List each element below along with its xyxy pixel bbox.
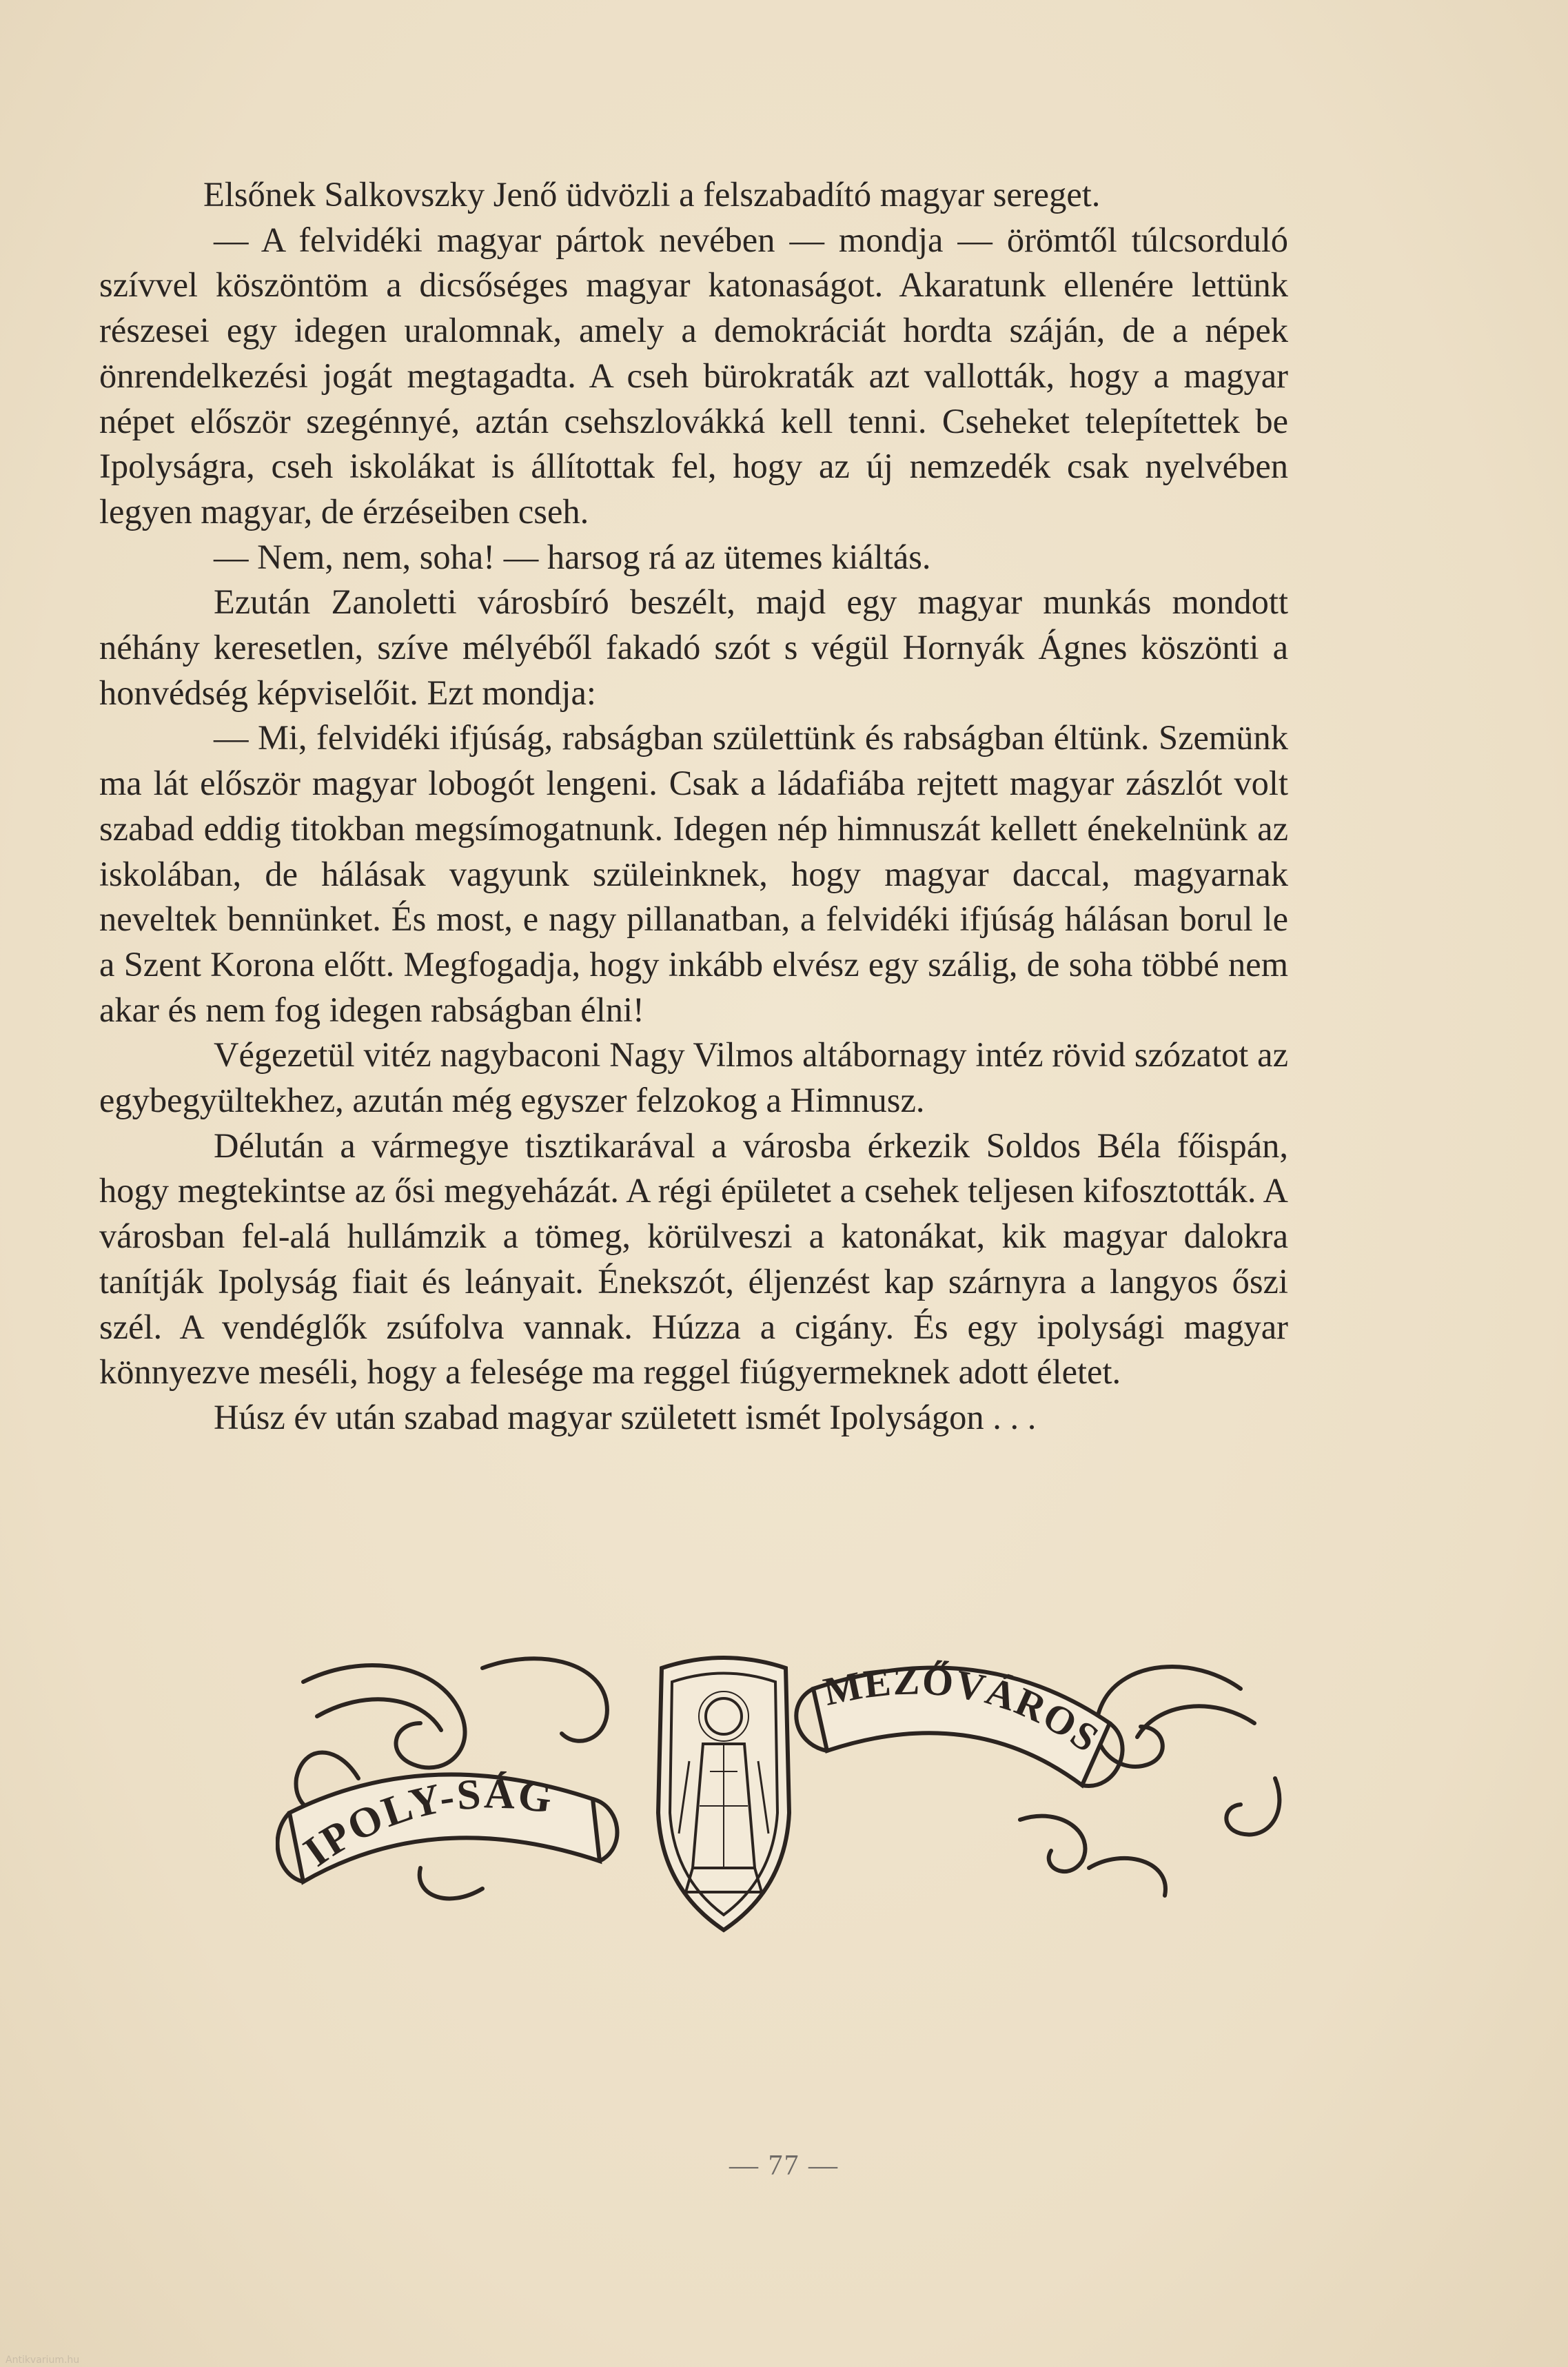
paragraph: Húsz év után szabad magyar született ismét Ipolyságon . . .: [214, 1397, 1037, 1436]
left-ribbon-text: IPOLY-SÁG: [295, 1770, 557, 1876]
right-ribbon-text: MEZŐVÁROS: [819, 1658, 1108, 1762]
paragraph: Elsőnek Salkovszky Jenő üdvözli a felszabadító magyar sereget.: [203, 175, 1101, 214]
paragraph: Ezután Zanoletti városbíró beszélt, majd egy magyar munkás mondott néhány keresetlen, szíve mélyéből fakadó szót s végül Hornyák Ágnes köszönti a honvédség képviselőit. Ezt mondja:: [99, 582, 1288, 712]
town-crest-ornament: [276, 1640, 1296, 1944]
paragraph: — A felvidéki magyar pártok nevében — mondja — örömtől túlcsorduló szívvel köszöntöm a dicsőséges magyar katonaságot. Akaratunk ellenére lettünk részesei egy idegen uralomnak, amely a demokráciát hordta száján, de a népek önrendelkezési jogát megtagadta. A cseh bürokraták azt vallották, hogy a magyar népet először szegénnyé, aztán csehszlovákká kell tenni. Cseheket telepítettek be Ipolyságra, cseh iskolákat is állítottak fel, hogy az új nemzedék csak nyelvében legyen magyar, de érzéseiben cseh.: [99, 220, 1288, 531]
paragraph: — Mi, felvidéki ifjúság, rabságban születtünk és rabságban éltünk. Szemünk ma lát először magyar lobogót lengeni. Csak a ládafiába rejtett magyar zászlót volt szabad eddig titokban megsímogatnunk. Idegen nép himnuszát kellett énekelnünk az iskolában, de hálásak vagyunk szüleinknek, hogy magyar daccal, magyarnak neveltek bennünket. És most, e nagy pillanatban, a felvidéki ifjúság hálásan borul le a Szent Korona előtt. Megfogadja, hogy inkább elvész egy szálig, de soha többé nem akar és nem fog idegen rabságban élni!: [99, 718, 1288, 1029]
paragraph: Végezetül vitéz nagybaconi Nagy Vilmos altábornagy intéz rövid szózatot az egybegyültekhez, azután még egyszer felzokog a Himnusz.: [99, 1035, 1288, 1120]
body-text: [99, 172, 1288, 1441]
watermark: Antikvarium.hu: [6, 2355, 80, 2366]
paragraph: Délután a vármegye tisztikarával a városba érkezik Soldos Béla főispán, hogy megtekintse az ősi megyeházát. A régi épületet a csehek teljesen kifosztották. A városban fel-alá hullámzik a tömeg, körülveszi a katonákat, kik magyar dalokra tanítják Ipolyság fiait és leányait. Énekszót, éljenzést kap szárnyra a langyos őszi szél. A vendéglők zsúfolva vannak. Húzza a cigány. És egy ipolysági magyar könnyezve meséli, hogy a felesége ma reggel fiúgyermeknek adott életet.: [99, 1126, 1288, 1392]
page-number: — 77 —: [729, 2150, 839, 2182]
paragraph: — Nem, nem, soha! — harsog rá az ütemes kiáltás.: [214, 537, 931, 576]
